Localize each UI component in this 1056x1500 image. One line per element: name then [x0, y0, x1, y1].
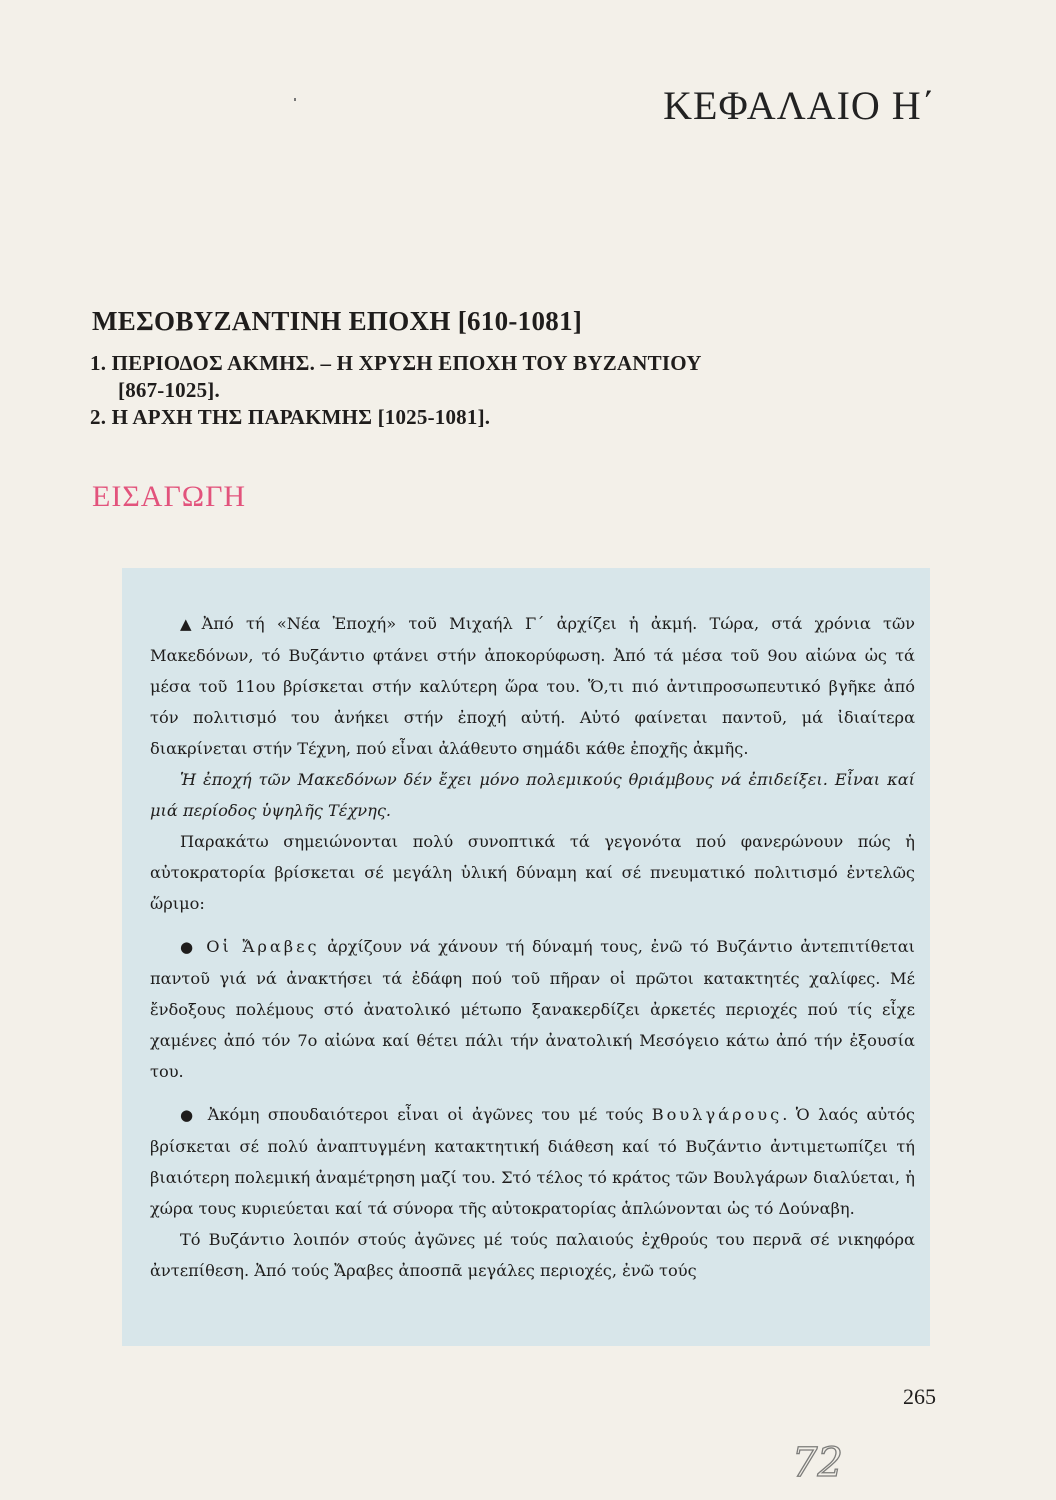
bullet-2-emphasis: Βουλγάρους [651, 1105, 783, 1124]
body-text [150, 608, 915, 1286]
outline-item-2 [90, 404, 702, 431]
handwritten-page-note [788, 1436, 878, 1486]
print-mark [294, 98, 296, 101]
bullet-1-emphasis: Οἱ Ἄραβες [206, 937, 320, 956]
bullet-1 [150, 931, 915, 1087]
paragraph-1-text: Ἀπό τή «Νέα Ἐποχή» τοῦ Μιχαήλ Γ΄ ἀρχίζει ἡ ἀκμή. Τώρα, στά χρόνια τῶν Μακεδόνων, τό Βυζάντιο φτάνει στήν ἀποκορύφωση. Ἀπό τά μέσα τοῦ 9ου αἰώνα ὡς τά μέσα τοῦ 11ου βρίσκεται στήν καλύτερη ὥρα του. Ὅ,τι πιό ἀντιπροσωπευτικό βγῆκε ἀπό τόν πολιτισμό του ἀνήκει στήν ἐποχή αὐτή. Αὐτό φαίνεται παντοῦ, μά ἰδιαίτερα διακρίνεται στήν Τέχνη, πού εἶναι ἀλάθευτο σημάδι κάθε ἐποχῆς ἀκμῆς. [150, 614, 915, 758]
era-title: ΜΕΣΟΒΥΖΑΝΤΙΝΗ ΕΠΟΧΗ [610-1081] [92, 306, 583, 336]
outline-item-1 [90, 350, 702, 404]
bullet-1-text: ἀρχίζουν νά χάνουν τή δύναμή τους, ἐνῶ τό Βυζάντιο ἀντεπιτίθεται παντοῦ γιά νά ἀνακτήσει τά ἐδάφη πού τοῦ πῆραν οἱ πρῶτοι κατακτητές χαλίφες. Μέ ἔνδοξους πολέμους στό ἀνατολικό μέτωπο ξανακερδίζει ἀρκετές περιοχές πού τίς εἶχε χαμένες ἀπό τόν 7ο αἰώνα καί θέτει πάλι τήν ἀνατολική Μεσόγειο κάτω ἀπό τήν ἐξουσία του. [150, 937, 915, 1081]
page-number: 265 [903, 1384, 936, 1409]
triangle-marker-icon: ▲ [180, 615, 199, 633]
outline-item-1-line1: 1. ΠΕΡΙΟΔΟΣ ΑΚΜΗΣ. – Η ΧΡΥΣΗ ΕΠΟΧΗ ΤΟΥ ΒΥΖΑΝΤΙΟΥ [90, 351, 702, 375]
handwritten-note-text: 72 [792, 1440, 843, 1486]
paragraph-1 [150, 608, 915, 764]
bullet-icon: ● [180, 1106, 197, 1124]
chapter-title: ΚΕΦΑΛΑΙΟ Η΄ [663, 83, 936, 128]
outline-item-1-line2: [867-1025]. [118, 378, 220, 402]
bullet-2-text: . Ὁ λαός αὐτός βρίσκεται σέ πολύ ἀναπτυγμένη κατακτητική διάθεση καί τό Βυζάντιο ἀντιμετωπίζει τή βιαιότερη πολεμική ἀναμέτρηση μαζί του. Στό τέλος τό κράτος τῶν Βουλγάρων διαλύεται, ἡ χώρα τους κυριεύεται καί τά σύνορα τῆς αὐτοκρατορίας ἁπλώνονται ὡς τό Δούναβη. [150, 1105, 915, 1218]
outline-item-2-line1: 2. Η ΑΡΧΗ ΤΗΣ ΠΑΡΑΚΜΗΣ [1025-1081]. [90, 405, 491, 429]
paragraph-2-italic: Ἡ ἐποχή τῶν Μακεδόνων δέν ἔχει μόνο πολεμικούς θριάμβους νά ἐπιδείξει. Εἶναι καί μιά περίοδος ὑψηλῆς Τέχνης. [150, 770, 915, 820]
intro-heading: ΕΙΣΑΓΩΓΗ [92, 480, 247, 513]
section-outline [90, 350, 702, 431]
bullet-2 [150, 1099, 915, 1224]
paragraph-3: Παρακάτω σημειώνονται πολύ συνοπτικά τά γεγονότα πού φανερώνουν πώς ἡ αὐτοκρατορία βρίσκεται σέ μεγάλη ὑλική δύναμη καί σέ πνευματικό πολιτισμό ἐντελῶς ὥριμο: [150, 832, 915, 913]
bullet-icon: ● [180, 938, 196, 956]
bullet-2-lead: Ἀκόμη σπουδαιότεροι εἶναι οἱ ἀγῶνες του μέ τούς [207, 1105, 652, 1124]
paragraph-4: Τό Βυζάντιο λοιπόν στούς ἀγῶνες μέ τούς παλαιούς ἐχθρούς του περνᾶ σέ νικηφόρα ἀντεπίθεση. Ἀπό τούς Ἄραβες ἀποσπᾶ μεγάλες περιοχές, ἐνῶ τούς [150, 1230, 915, 1280]
